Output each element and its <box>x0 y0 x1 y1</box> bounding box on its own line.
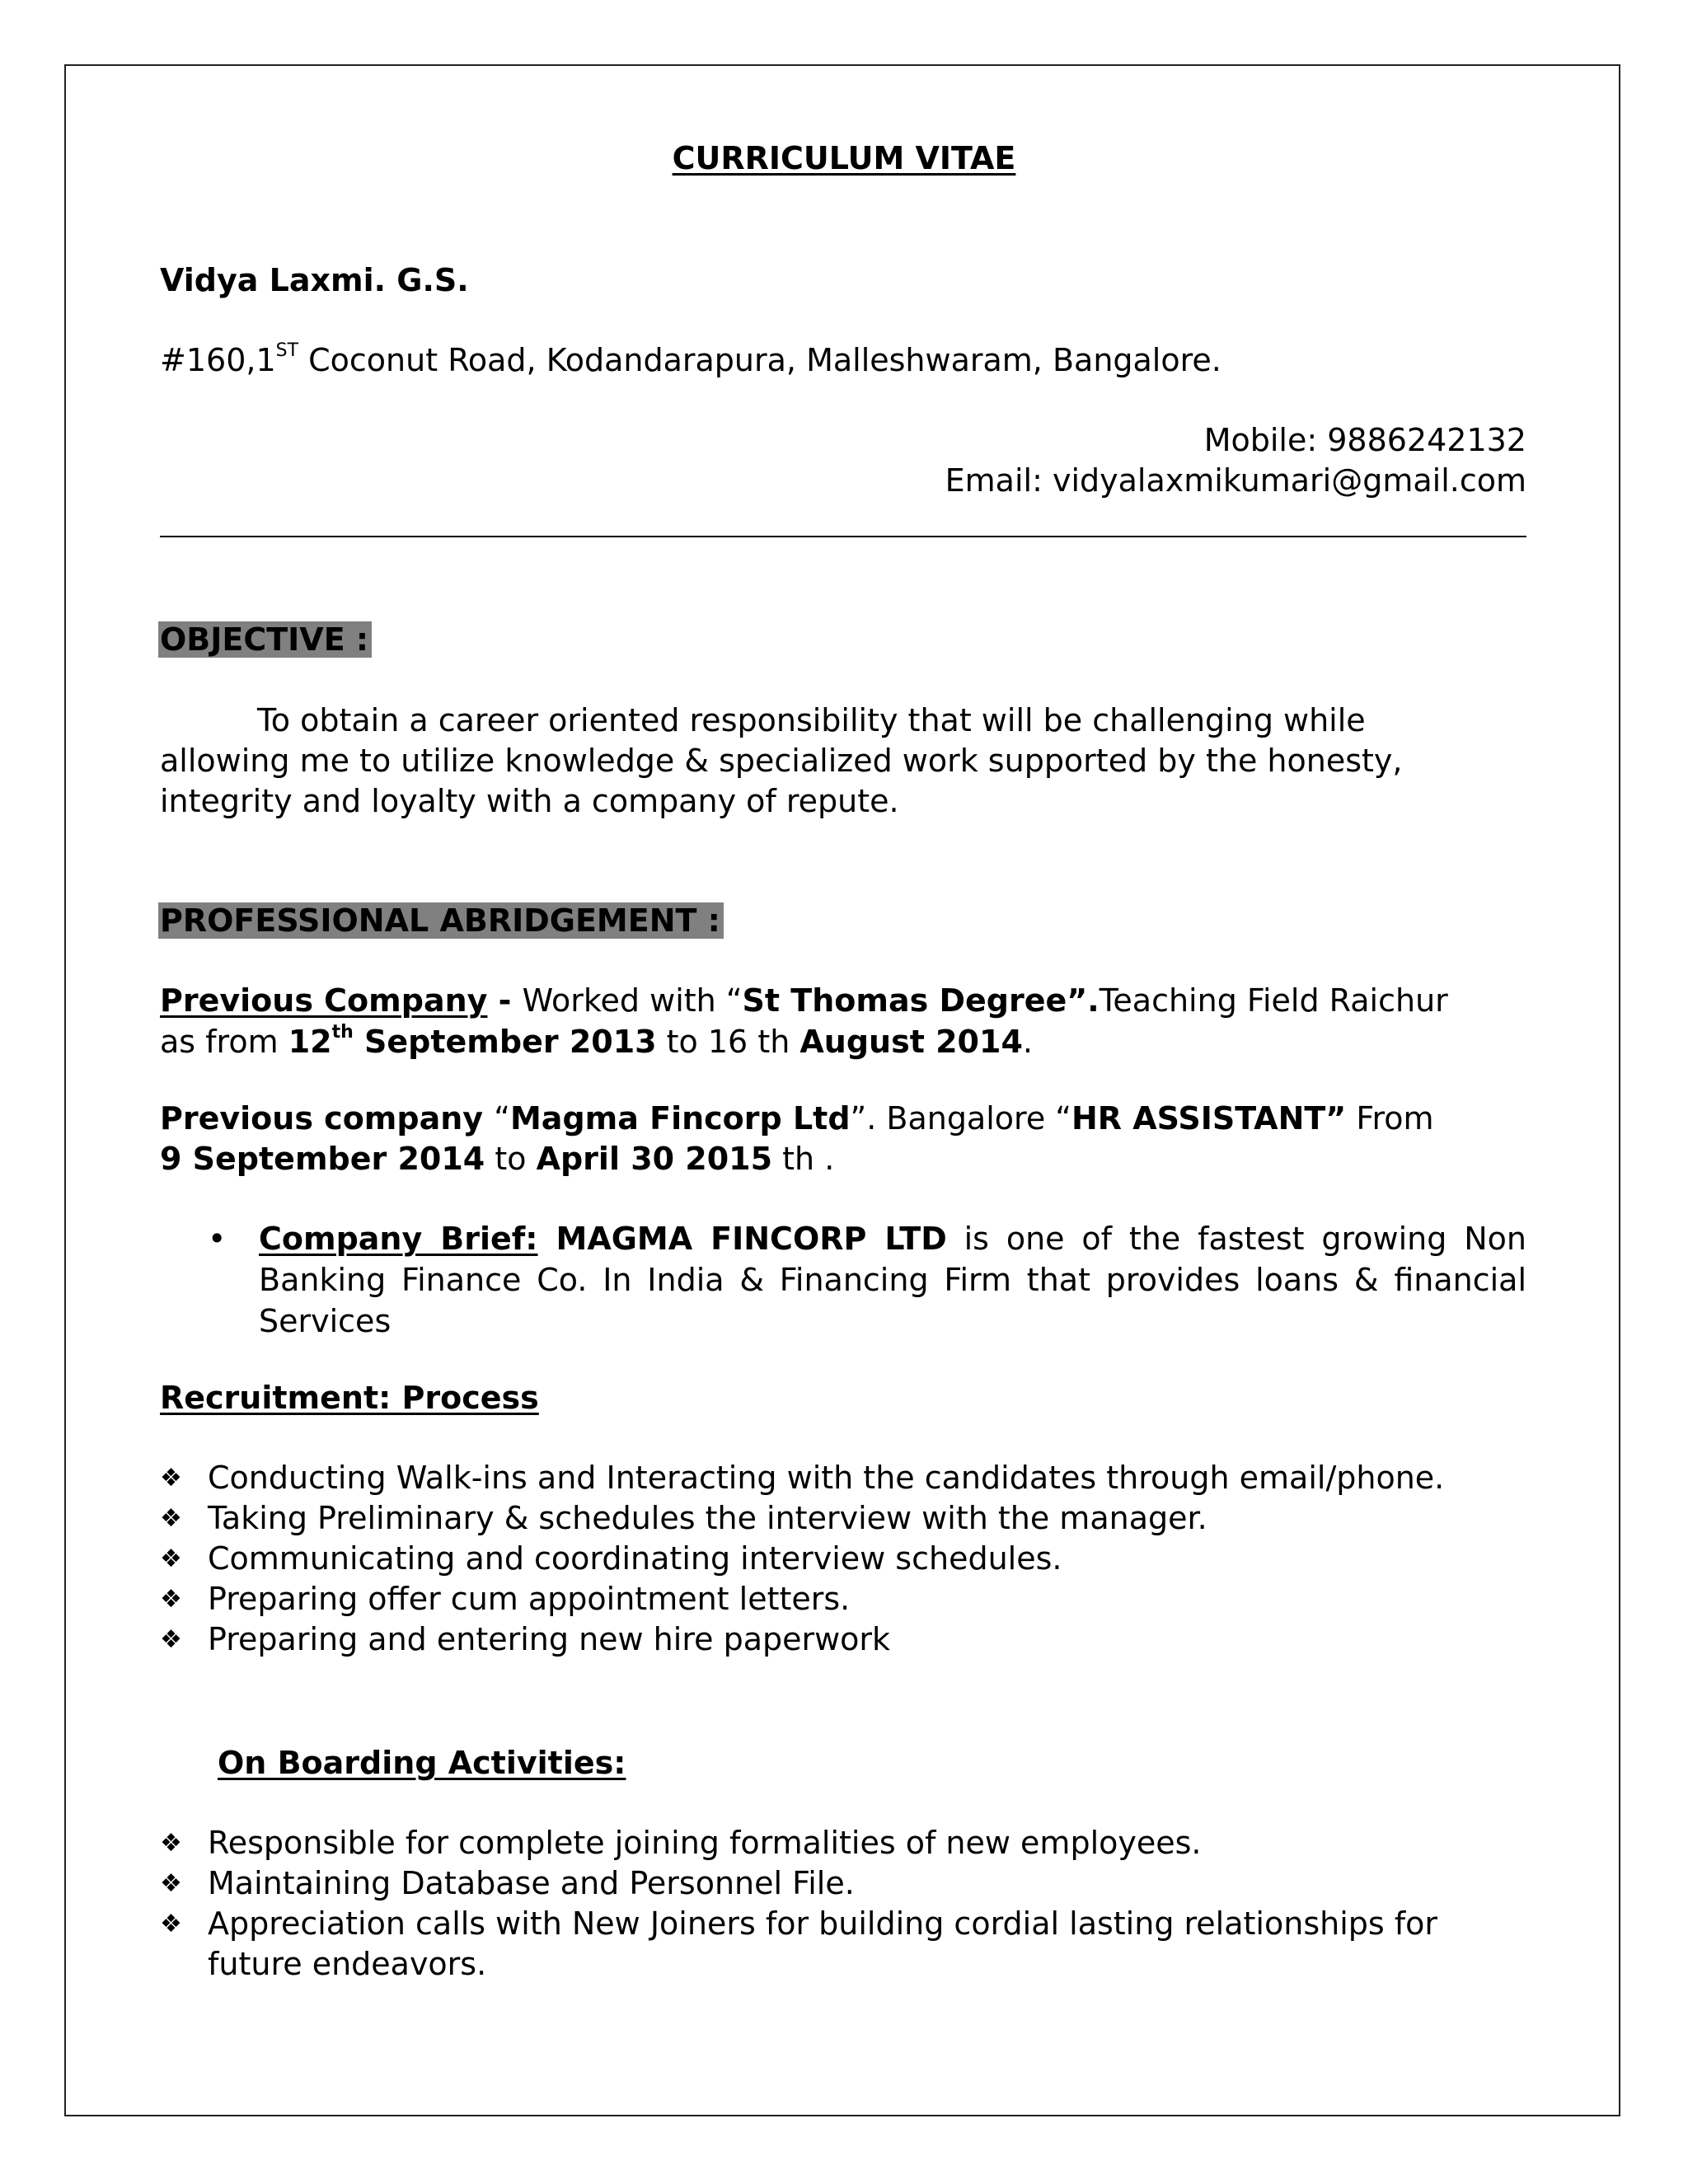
company1-text-2: Teaching Field Raichur <box>1099 982 1448 1019</box>
company1-date1-sup: th <box>331 1022 354 1043</box>
address-rest: Coconut Road, Kodandarapura, Malleshwaram, Bangalore. <box>298 342 1221 378</box>
objective-heading <box>158 620 372 660</box>
email-address: Email: vidyalaxmikumari@gmail.com <box>945 462 1526 499</box>
address-prefix: #160,1 <box>160 342 276 378</box>
company2-text-5: th . <box>772 1141 835 1177</box>
company2-name: Magma Fincorp Ltd <box>509 1100 851 1137</box>
document-title: CURRICULUM VITAE <box>672 140 1016 176</box>
recruitment-marker-5: ❖ <box>160 1625 182 1654</box>
company1-label: Previous Company <box>160 982 488 1019</box>
company2-line-1 <box>160 1099 1434 1139</box>
company-brief-bullet: • <box>208 1221 227 1257</box>
company-brief-label: Company Brief: <box>259 1221 538 1257</box>
company1-text-3: as from <box>160 1024 288 1060</box>
company2-text-2: ”. Bangalore “ <box>850 1100 1071 1137</box>
company2-date2: April 30 2015 <box>536 1141 773 1177</box>
address-line <box>160 340 1221 381</box>
onboarding-item-2: Maintaining Database and Personnel File. <box>208 1865 855 1901</box>
company2-text-1: “ <box>494 1100 510 1137</box>
recruitment-item-3: Communicating and coordinating interview schedules. <box>208 1540 1062 1577</box>
recruitment-item-2: Taking Preliminary & schedules the interview with the manager. <box>208 1500 1207 1536</box>
company1-date1: 12 <box>288 1024 332 1060</box>
company-brief-text: is one of the fastest growing Non Banking Finance Co. In India & Financing Firm that provides loans & financial Services <box>259 1221 1526 1339</box>
professional-heading <box>158 901 724 941</box>
professional-heading-text: PROFESSIONAL ABRIDGEMENT : <box>158 902 724 939</box>
mobile-number: Mobile: 9886242132 <box>1203 422 1526 458</box>
company1-line-2 <box>160 1022 1033 1062</box>
company1-date2: August 2014 <box>799 1024 1023 1060</box>
address-sup: ST <box>275 340 299 362</box>
objective-heading-text: OBJECTIVE : <box>158 621 372 658</box>
company-brief <box>259 1218 1526 1342</box>
company1-text-1: Worked with “ <box>522 982 743 1019</box>
onboarding-item-1: Responsible for complete joining formalities of new employees. <box>208 1825 1202 1861</box>
company1-dash: - <box>487 982 523 1019</box>
company1-text-4: to 16 th <box>656 1024 800 1060</box>
recruitment-heading: Recruitment: Process <box>160 1380 539 1416</box>
onboarding-item-3: Appreciation calls with New Joiners for building cordial lasting relationships for <box>208 1905 1438 1942</box>
recruitment-item-5: Preparing and entering new hire paperwork <box>208 1621 891 1657</box>
recruitment-marker-1: ❖ <box>160 1464 182 1493</box>
company2-text-3: From <box>1346 1100 1434 1137</box>
company1-date1-rest: September 2013 <box>353 1024 657 1060</box>
candidate-name: Vidya Laxmi. G.S. <box>160 262 469 298</box>
onboarding-item-3-cont: future endeavors. <box>208 1946 487 1982</box>
company1-text-5: . <box>1022 1024 1033 1060</box>
objective-line-1: To obtain a career oriented responsibility that will be challenging while <box>257 702 1366 738</box>
recruitment-marker-3: ❖ <box>160 1544 182 1573</box>
company2-date1: 9 September 2014 <box>160 1141 485 1177</box>
company2-line-2 <box>160 1139 834 1179</box>
onboarding-marker-3: ❖ <box>160 1910 182 1938</box>
onboarding-marker-2: ❖ <box>160 1869 182 1898</box>
header-divider <box>160 536 1526 537</box>
company2-text-4: to <box>485 1141 537 1177</box>
objective-line-3: integrity and loyalty with a company of repute. <box>160 783 899 819</box>
recruitment-marker-2: ❖ <box>160 1504 182 1533</box>
company-brief-name: MAGMA FINCORP LTD <box>537 1221 947 1257</box>
recruitment-marker-4: ❖ <box>160 1585 182 1614</box>
company1-line-1 <box>160 981 1448 1021</box>
objective-line-2: allowing me to utilize knowledge & specialized work supported by the honesty, <box>160 743 1403 779</box>
company2-label: Previous company <box>160 1100 495 1137</box>
company2-role: HR ASSISTANT” <box>1071 1100 1347 1137</box>
recruitment-item-1: Conducting Walk-ins and Interacting with the candidates through email/phone. <box>208 1460 1445 1496</box>
recruitment-item-4: Preparing offer cum appointment letters. <box>208 1581 851 1617</box>
company1-name: St Thomas Degree”. <box>742 982 1100 1019</box>
onboarding-marker-1: ❖ <box>160 1829 182 1858</box>
onboarding-heading: On Boarding Activities: <box>218 1745 626 1781</box>
